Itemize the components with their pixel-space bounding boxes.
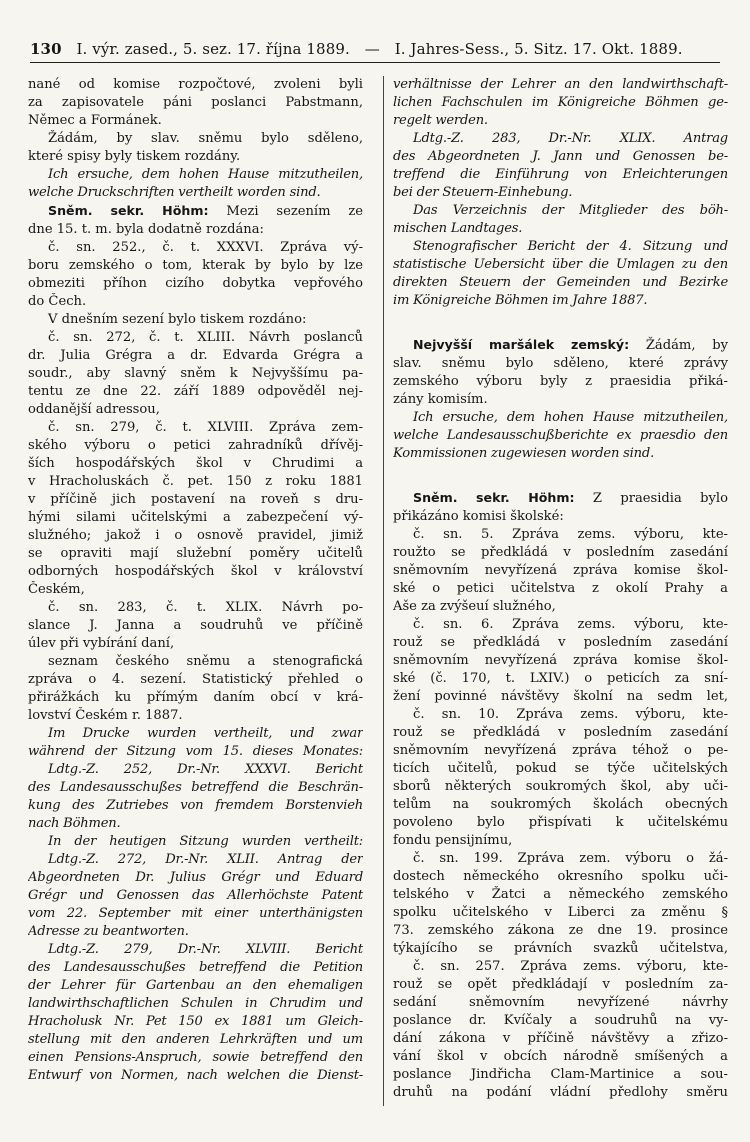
text-line: Českém, <box>28 582 85 597</box>
speaker-name: Sněm. sekr. Höhm: <box>413 490 575 505</box>
text-line: poslance dr. Kvíčaly a soudruhů na vy- <box>393 1013 728 1028</box>
text-line: sněmovním nevyřízená zpráva téhož o pe- <box>393 743 728 758</box>
text-line: seznam českého sněmu a stenografická <box>48 654 363 669</box>
text-line: Hracholusk Nr. Pet 150 ex 1881 um Gleich- <box>28 1014 363 1029</box>
text-line: slav. sněmu bylo sděleno, které zprávy <box>393 356 728 371</box>
text-line: č. sn. 10. Zpráva zems. výboru, kte- <box>413 707 728 722</box>
text-line: boru zemského o tom, kterak by bylo by lze <box>28 258 363 273</box>
text-line: lovství Českém r. 1887. <box>28 708 183 723</box>
text-line: statistische Uebersicht über die Umlagen zu den <box>393 257 728 272</box>
text-line: Aše za zvýšeuí služného, <box>393 599 556 614</box>
text-line: ších hospodářských škol v Chrudimi a <box>28 456 363 471</box>
text-line: v příčině jich postavení na roveň s dru- <box>28 492 363 507</box>
text-line: Entwurf von Normen, nach welchen die Dienst- <box>28 1068 363 1083</box>
text-line: zány komisím. <box>393 392 488 407</box>
text-line: sedání sněmovním nevyřízené návrhy <box>393 995 728 1010</box>
text-line: Das Verzeichnis der Mitglieder des böh- <box>413 203 728 218</box>
text-line: úlev při vybírání daní, <box>28 636 175 651</box>
text-line: treffend die Einführung von Erleichterungen <box>393 167 728 182</box>
text-line: kung des Zutriebes von fremdem Borstenvieh <box>28 798 363 813</box>
text-line: Žádám, by slav. sněmu bylo sděleno, <box>48 131 363 146</box>
page-header <box>30 40 720 63</box>
text-line: im Königreiche Böhmen im Jahre 1887. <box>393 293 648 308</box>
text-line: Němec a Formánek. <box>28 113 162 128</box>
text-line: regelt werden. <box>393 113 488 128</box>
text-line: Im Drucke wurden vertheilt, und zwar <box>48 726 363 741</box>
text-line: poslance Jindřicha Clam-Martinice a sou- <box>393 1067 728 1082</box>
text-line: Grégr und Genossen das Allerhöchste Patent <box>28 888 363 903</box>
header-german: I. Jahres-Sess., 5. Sitz. 17. Okt. 1889. <box>394 40 683 58</box>
column-divider <box>383 76 384 1106</box>
text-line: telům na soukromých školách obecných <box>393 797 728 812</box>
text-line: které spisy byly tiskem rozdány. <box>28 149 241 164</box>
text-line: ského výboru o petici zahradníků dřívěj- <box>28 438 363 453</box>
text-line: während der Sitzung vom 15. dieses Monates: <box>28 744 363 759</box>
text-line: welche Druckschriften vertheilt worden sind. <box>28 185 321 200</box>
speaker-name: Sněm. sekr. Höhm: <box>48 203 209 218</box>
text-line: landwirthschaftlichen Schulen in Chrudim und <box>28 996 363 1011</box>
text-line: sněmovním nevyřízená zpráva komise škol- <box>393 653 728 668</box>
text-line: oddanější adressou, <box>28 402 160 417</box>
text-line: tentu ze dne 22. září 1889 odpověděl nej- <box>28 384 363 399</box>
text-line: č. sn. 252., č. t. XXXVI. Zpráva vý- <box>48 240 363 255</box>
page-number: 130 <box>30 40 62 58</box>
header-dash: — <box>364 40 380 58</box>
text-line: nané od komise rozpočtové, zvoleni byli <box>28 77 363 92</box>
text-line: přirážkách ku přímým daním obcí v krá- <box>28 690 363 705</box>
text-line: einen Pensions-Anspruch, sowie betreffend den <box>28 1050 363 1065</box>
text-line: sborů některých soukromých škol, aby uči- <box>393 779 728 794</box>
text-line: odborných hospodářských škol v království <box>28 564 363 579</box>
text-line: welche Landesausschußberichte ex praesdio den <box>393 428 728 443</box>
text-line: Adresse zu beantworten. <box>28 924 189 939</box>
text-line: spolku učitelského v Liberci za změnu § <box>393 905 728 920</box>
text-line: sněmovním nevyřízená zpráva komise škol- <box>393 563 728 578</box>
text-line: žení povinné návštěvy školní na sedm let, <box>393 689 728 704</box>
text-line: Ldtg.-Z. 283, Dr.-Nr. XLIX. Antrag <box>413 131 728 146</box>
text-line: des Abgeordneten J. Jann und Genossen be- <box>393 149 728 164</box>
text-line: rouž se předkládá v posledním zasedání <box>393 725 728 740</box>
paragraph-gap <box>393 310 728 336</box>
text-line: stellung mit den anderen Lehrkräften und um <box>28 1032 363 1047</box>
text-line: nach Böhmen. <box>28 816 121 831</box>
text-line: č. sn. 199. Zpráva zem. výboru o žá- <box>413 851 728 866</box>
speaker-name: Nejvyšší maršálek zemský: <box>413 337 630 352</box>
text-line: des Landesausschußes betreffend die Beschrän- <box>28 780 363 795</box>
text-line: Ich ersuche, dem hohen Hause mitzutheilen, <box>48 167 363 182</box>
text-line: hými silami učitelskými a zabezpečení vý- <box>28 510 363 525</box>
text-line: rouž se opět předkládají v posledním za- <box>393 977 728 992</box>
text-line: slance J. Janna a soudruhů ve příčině <box>28 618 363 633</box>
text-line: vom 22. September mit einer unterthänigsten <box>28 906 363 921</box>
text-line: des Landesausschußes betreffend die Petition <box>28 960 363 975</box>
left-column <box>28 76 363 1085</box>
text-line: Nejvyšší maršálek zemský: Žádám, by <box>413 337 728 353</box>
text-line: roužto se předkládá v posledním zasedání <box>393 545 728 560</box>
text-line: lichen Fachschulen im Königreiche Böhmen ge- <box>393 95 728 110</box>
text-line: se opraviti mají služební poměry učitelů <box>28 546 363 561</box>
text-line: zpráva o 4. sezení. Statistický přehled o <box>28 672 363 687</box>
text-line: č. sn. 283, č. t. XLIX. Návrh po- <box>48 600 363 615</box>
text-line: č. sn. 272, č. t. XLIII. Návrh poslanců <box>48 330 363 345</box>
text-line: Ldtg.-Z. 252, Dr.-Nr. XXXVI. Bericht <box>48 762 363 777</box>
text-line: dr. Julia Grégra a dr. Edvarda Grégra a <box>28 348 363 363</box>
text-line: Kommissionen zugewiesen worden sind. <box>393 446 655 461</box>
text-line: druhů na podání vládní předlohy směru <box>393 1085 728 1100</box>
text-line: rouž se předkládá v posledním zasedání <box>393 635 728 650</box>
text-line: der Lehrer für Gartenbau an den ehemaligen <box>28 978 363 993</box>
text-line: ticích učitelů, pokud se týče učitelských <box>393 761 728 776</box>
text-line: ské (č. 170, t. LXIV.) o peticích za sní- <box>393 671 728 686</box>
text-line: 73. zemského zákona ze dne 19. prosince <box>393 923 728 938</box>
text-line: povoleno bylo přispívati k učitelskému <box>393 815 728 830</box>
text-line: Sněm. sekr. Höhm: Z praesidia bylo <box>413 490 728 506</box>
text-line: soudr., aby slavný sněm k Nejvyššímu pa- <box>28 366 363 381</box>
text-line: Stenografischer Bericht der 4. Sitzung und <box>413 239 728 254</box>
text-line: Abgeordneten Dr. Julius Grégr und Eduard <box>28 870 363 885</box>
text-line: Ich ersuche, dem hohen Hause mitzutheilen, <box>413 410 728 425</box>
text-line: zemského výboru byly z praesidia přiká- <box>393 374 728 389</box>
text-line: fondu pensijnímu, <box>393 833 513 848</box>
text-line: telského v Žatci a německého zemského <box>393 887 728 902</box>
text-line: dostech německého okresního spolku uči- <box>393 869 728 884</box>
text-line: bei der Steuern-Einhebung. <box>393 185 573 200</box>
text-line: verhältnisse der Lehrer an den landwirthschaft- <box>393 77 728 92</box>
text-line: mischen Landtages. <box>393 221 523 236</box>
text-line: v Hracholuskách č. pet. 150 z roku 1881 <box>28 474 363 489</box>
text-line: č. sn. 279, č. t. XLVIII. Zpráva zem- <box>48 420 363 435</box>
text-line: In der heutigen Sitzung wurden vertheilt: <box>48 834 363 849</box>
text-line: č. sn. 5. Zpráva zems. výboru, kte- <box>413 527 728 542</box>
text-line: Ldtg.-Z. 272, Dr.-Nr. XLII. Antrag der <box>48 852 363 867</box>
paragraph-gap <box>393 463 728 489</box>
text-line: služného; jakož i o osnově pravidel, jimiž <box>28 528 363 543</box>
text-line: Ldtg.-Z. 279, Dr.-Nr. XLVIII. Bericht <box>48 942 363 957</box>
text-line: ské o petici učitelstva z okolí Prahy a <box>393 581 728 596</box>
text-line: č. sn. 257. Zpráva zems. výboru, kte- <box>413 959 728 974</box>
text-line: dne 15. t. m. byla dodatně rozdána: <box>28 222 264 237</box>
text-line: vání škol v obcích národně smíšených a <box>393 1049 728 1064</box>
right-column <box>393 76 728 1102</box>
text-line: direkten Steuern der Gemeinden und Bezirke <box>393 275 728 290</box>
header-czech: I. výr. zased., 5. sez. 17. října 1889. <box>76 40 350 58</box>
text-line: V dnešním sezení bylo tiskem rozdáno: <box>48 312 307 327</box>
text-line: přikázáno komisi školské: <box>393 509 564 524</box>
text-line: týkajícího se právních svazků učitelstva, <box>393 941 728 956</box>
text-line: za zapisovatele páni poslanci Pabstmann, <box>28 95 363 110</box>
text-line: Sněm. sekr. Höhm: Mezi sezením ze <box>48 203 363 219</box>
text-line: obmeziti příhon cizího dobytka vepřového <box>28 276 363 291</box>
text-line: do Čech. <box>28 294 87 309</box>
text-line: dání zákona v příčině návštěvy a zřizo- <box>393 1031 728 1046</box>
text-line: č. sn. 6. Zpráva zems. výboru, kte- <box>413 617 728 632</box>
